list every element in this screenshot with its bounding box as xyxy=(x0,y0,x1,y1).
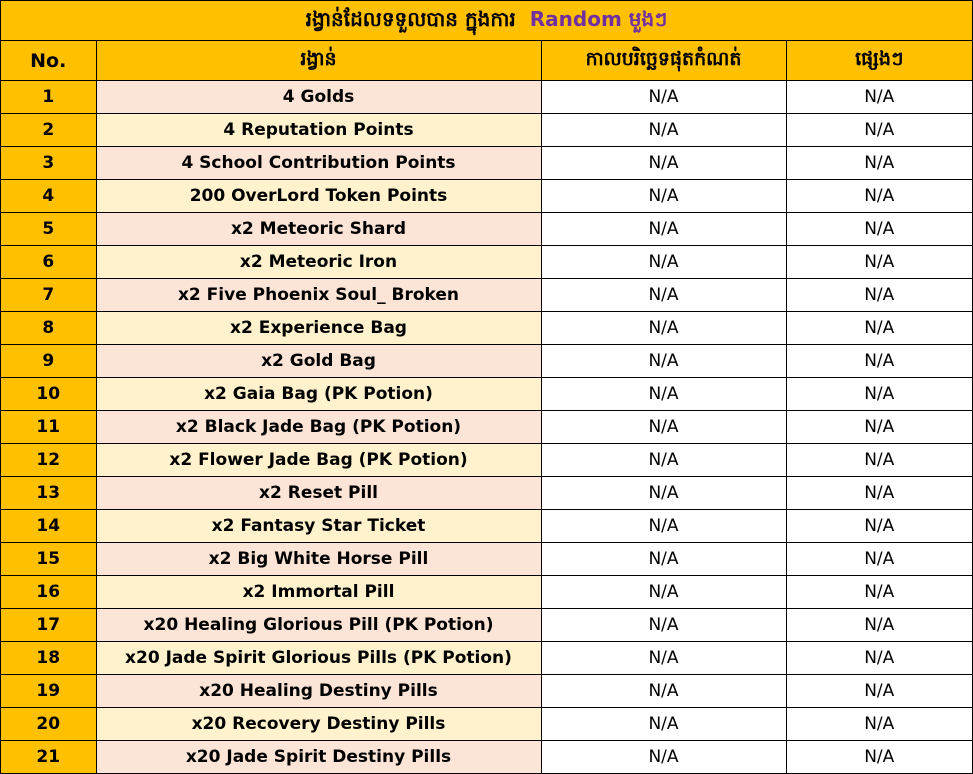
reward-cell[interactable]: x2 Meteoric Shard xyxy=(96,213,541,246)
table-row xyxy=(1,147,972,180)
reward-cell[interactable]: 4 Golds xyxy=(96,81,541,114)
expiry-cell[interactable]: N/A xyxy=(541,510,786,543)
reward-cell[interactable]: x20 Jade Spirit Destiny Pills xyxy=(96,741,541,774)
row-number-cell[interactable]: 21 xyxy=(1,741,96,774)
row-number-cell[interactable]: 3 xyxy=(1,147,96,180)
reward-cell[interactable]: 200 OverLord Token Points xyxy=(96,180,541,213)
table-row xyxy=(1,114,972,147)
other-cell[interactable]: N/A xyxy=(786,609,972,642)
expiry-cell[interactable]: N/A xyxy=(541,477,786,510)
expiry-cell[interactable]: N/A xyxy=(541,741,786,774)
header-reward[interactable]: រង្វាន់ xyxy=(96,41,541,81)
reward-cell[interactable]: 4 Reputation Points xyxy=(96,114,541,147)
header-row xyxy=(1,41,972,81)
header-no[interactable]: No. xyxy=(1,41,96,81)
expiry-cell[interactable]: N/A xyxy=(541,378,786,411)
expiry-cell[interactable]: N/A xyxy=(541,411,786,444)
table-row xyxy=(1,312,972,345)
table-body xyxy=(1,81,972,774)
table-row xyxy=(1,477,972,510)
row-number-cell[interactable]: 10 xyxy=(1,378,96,411)
table-row xyxy=(1,378,972,411)
row-number-cell[interactable]: 11 xyxy=(1,411,96,444)
table-row xyxy=(1,213,972,246)
other-cell[interactable]: N/A xyxy=(786,510,972,543)
other-cell[interactable]: N/A xyxy=(786,708,972,741)
reward-cell[interactable]: x2 Immortal Pill xyxy=(96,576,541,609)
table-row xyxy=(1,444,972,477)
table-row xyxy=(1,510,972,543)
expiry-cell[interactable]: N/A xyxy=(541,213,786,246)
expiry-cell[interactable]: N/A xyxy=(541,81,786,114)
expiry-cell[interactable]: N/A xyxy=(541,642,786,675)
expiry-cell[interactable]: N/A xyxy=(541,543,786,576)
table-row xyxy=(1,609,972,642)
row-number-cell[interactable]: 5 xyxy=(1,213,96,246)
reward-cell[interactable]: x2 Flower Jade Bag (PK Potion) xyxy=(96,444,541,477)
other-cell[interactable]: N/A xyxy=(786,81,972,114)
expiry-cell[interactable]: N/A xyxy=(541,345,786,378)
expiry-cell[interactable]: N/A xyxy=(541,609,786,642)
row-number-cell[interactable]: 15 xyxy=(1,543,96,576)
row-number-cell[interactable]: 16 xyxy=(1,576,96,609)
reward-cell[interactable]: x2 Fantasy Star Ticket xyxy=(96,510,541,543)
expiry-cell[interactable]: N/A xyxy=(541,147,786,180)
other-cell[interactable]: N/A xyxy=(786,444,972,477)
expiry-cell[interactable]: N/A xyxy=(541,675,786,708)
sheet-title xyxy=(1,1,972,41)
table-row xyxy=(1,675,972,708)
reward-cell[interactable]: x2 Big White Horse Pill xyxy=(96,543,541,576)
row-number-cell[interactable]: 13 xyxy=(1,477,96,510)
table-row xyxy=(1,180,972,213)
reward-cell[interactable]: x20 Recovery Destiny Pills xyxy=(96,708,541,741)
expiry-cell[interactable]: N/A xyxy=(541,180,786,213)
row-number-cell[interactable]: 6 xyxy=(1,246,96,279)
other-cell[interactable]: N/A xyxy=(786,312,972,345)
reward-table xyxy=(1,41,972,774)
row-number-cell[interactable]: 8 xyxy=(1,312,96,345)
row-number-cell[interactable]: 9 xyxy=(1,345,96,378)
row-number-cell[interactable]: 2 xyxy=(1,114,96,147)
other-cell[interactable]: N/A xyxy=(786,576,972,609)
row-number-cell[interactable]: 12 xyxy=(1,444,96,477)
expiry-cell[interactable]: N/A xyxy=(541,246,786,279)
title-main: រង្វាន់ដែលទទួលបាន ក្នុងការ xyxy=(305,6,516,31)
table-row xyxy=(1,576,972,609)
expiry-cell[interactable]: N/A xyxy=(541,312,786,345)
reward-cell[interactable]: x2 Gaia Bag (PK Potion) xyxy=(96,378,541,411)
row-number-cell[interactable]: 17 xyxy=(1,609,96,642)
row-number-cell[interactable]: 4 xyxy=(1,180,96,213)
table-row xyxy=(1,81,972,114)
reward-cell[interactable]: x2 Black Jade Bag (PK Potion) xyxy=(96,411,541,444)
header-expiry[interactable]: កាលបរិច្ឆេទផុតកំណត់ xyxy=(541,41,786,81)
expiry-cell[interactable]: N/A xyxy=(541,279,786,312)
other-cell[interactable]: N/A xyxy=(786,345,972,378)
other-cell[interactable]: N/A xyxy=(786,213,972,246)
other-cell[interactable]: N/A xyxy=(786,114,972,147)
row-number-cell[interactable]: 14 xyxy=(1,510,96,543)
reward-cell[interactable]: x2 Experience Bag xyxy=(96,312,541,345)
expiry-cell[interactable]: N/A xyxy=(541,708,786,741)
other-cell[interactable]: N/A xyxy=(786,411,972,444)
table-row xyxy=(1,345,972,378)
other-cell[interactable]: N/A xyxy=(786,675,972,708)
table-row xyxy=(1,543,972,576)
reward-cell[interactable]: x2 Reset Pill xyxy=(96,477,541,510)
expiry-cell[interactable]: N/A xyxy=(541,444,786,477)
row-number-cell[interactable]: 19 xyxy=(1,675,96,708)
reward-cell[interactable]: x20 Jade Spirit Glorious Pills (PK Potion) xyxy=(96,642,541,675)
other-cell[interactable]: N/A xyxy=(786,378,972,411)
reward-cell[interactable]: x2 Gold Bag xyxy=(96,345,541,378)
table-row xyxy=(1,642,972,675)
other-cell[interactable]: N/A xyxy=(786,543,972,576)
reward-cell[interactable]: x20 Healing Destiny Pills xyxy=(96,675,541,708)
table-row xyxy=(1,411,972,444)
reward-cell[interactable]: x2 Five Phoenix Soul_ Broken xyxy=(96,279,541,312)
other-cell[interactable]: N/A xyxy=(786,477,972,510)
expiry-cell[interactable]: N/A xyxy=(541,576,786,609)
other-cell[interactable]: N/A xyxy=(786,246,972,279)
other-cell[interactable]: N/A xyxy=(786,741,972,774)
reward-cell[interactable]: 4 School Contribution Points xyxy=(96,147,541,180)
other-cell[interactable]: N/A xyxy=(786,279,972,312)
reward-cell[interactable]: x20 Healing Glorious Pill (PK Potion) xyxy=(96,609,541,642)
table-row xyxy=(1,708,972,741)
row-number-cell[interactable]: 20 xyxy=(1,708,96,741)
other-cell[interactable]: N/A xyxy=(786,147,972,180)
table-row xyxy=(1,246,972,279)
other-cell[interactable]: N/A xyxy=(786,642,972,675)
reward-cell[interactable]: x2 Meteoric Iron xyxy=(96,246,541,279)
title-accent: Random មួងៗ xyxy=(529,6,668,31)
header-other[interactable]: ផ្សេងៗ xyxy=(786,41,972,81)
row-number-cell[interactable]: 1 xyxy=(1,81,96,114)
other-cell[interactable]: N/A xyxy=(786,180,972,213)
row-number-cell[interactable]: 7 xyxy=(1,279,96,312)
table-row xyxy=(1,741,972,774)
expiry-cell[interactable]: N/A xyxy=(541,114,786,147)
table-row xyxy=(1,279,972,312)
row-number-cell[interactable]: 18 xyxy=(1,642,96,675)
